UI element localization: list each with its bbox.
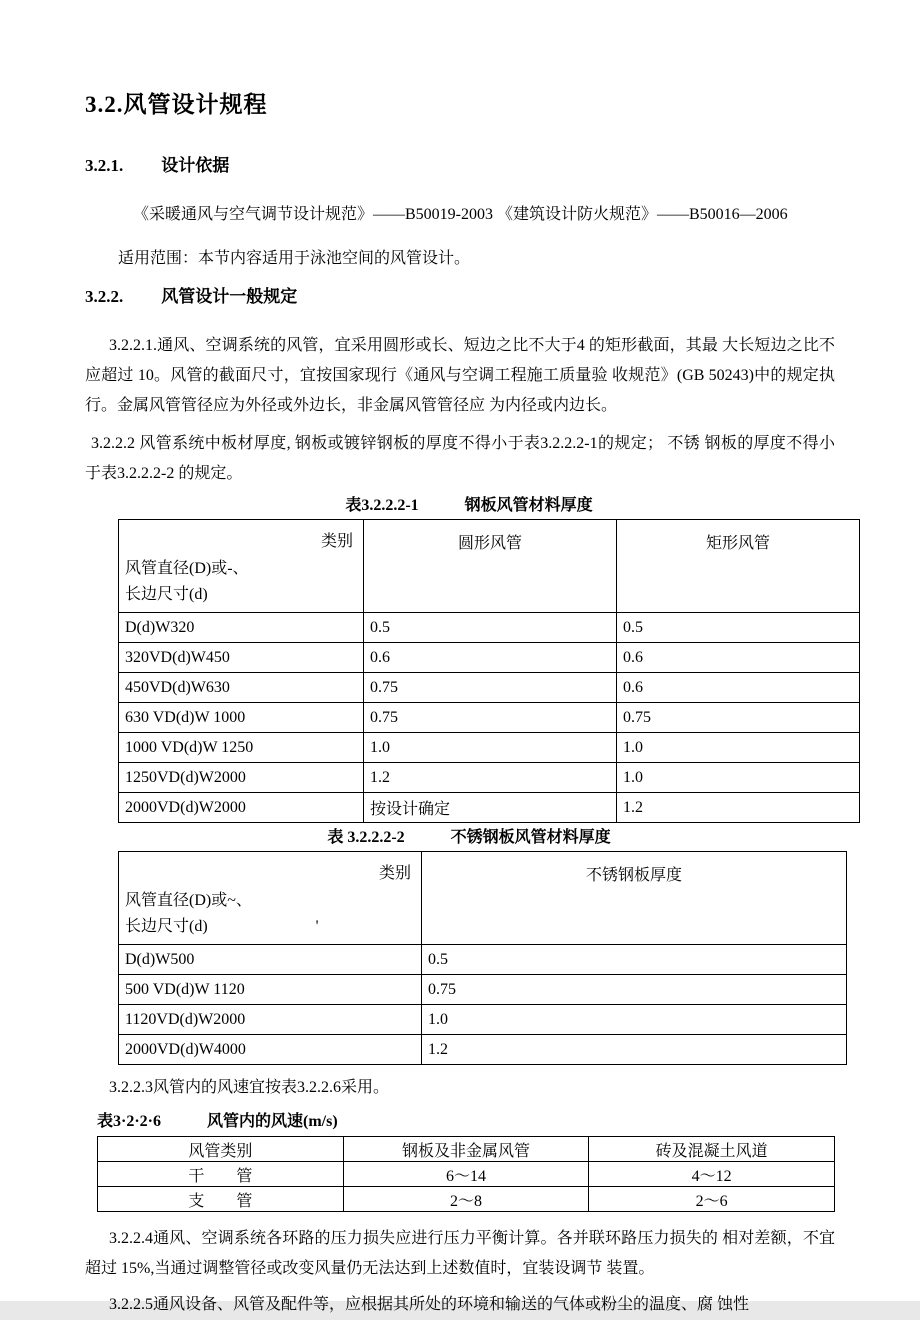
table-row (119, 673, 860, 703)
table3-caption-title: 风管内的风速(m/s) (207, 1113, 338, 1130)
cell-range: 500 VD(d)W 1120 (119, 975, 422, 1005)
cell-thickness: 0.75 (422, 975, 847, 1005)
cell-round: 0.6 (364, 643, 617, 673)
cell-rect: 0.6 (617, 643, 860, 673)
heading-3-2-2 (85, 282, 835, 307)
heading-label: 设计依据 (161, 156, 230, 175)
table-header-row (119, 520, 860, 613)
table-row (119, 975, 847, 1005)
stray-apostrophe: ' (315, 918, 319, 935)
cell-rect: 0.5 (617, 613, 860, 643)
cell-range: 1120VD(d)W2000 (119, 1005, 422, 1035)
paragraph-3-2-2-3: 3.2.2.3风管内的风速宜按表3.2.2.6采用。 (109, 1079, 390, 1096)
cell-range: 2000VD(d)W2000 (119, 793, 364, 823)
paragraph-references: 《采暖通风与空气调节设计规范》——B50019-2003 《建筑设计防火规范》——B50016—2006 (133, 206, 788, 223)
cell-round: 0.75 (364, 673, 617, 703)
cell-velocity: 4～12 (589, 1162, 835, 1187)
table-row (119, 763, 860, 793)
table2-caption (118, 827, 820, 849)
header-brick-concrete: 砖及混凝土风道 (589, 1137, 835, 1162)
table-header-row (98, 1137, 835, 1162)
cell-range: 2000VD(d)W4000 (119, 1035, 422, 1065)
air-velocity-table (97, 1136, 835, 1212)
heading-label: 风管设计一般规定 (161, 287, 298, 306)
cell-rect: 0.6 (617, 673, 860, 703)
cell-thickness: 0.5 (422, 945, 847, 975)
cell-range: 1000 VD(d)W 1250 (119, 733, 364, 763)
table1-caption-label: 表3.2.2.2-1 (345, 497, 419, 514)
table-row (119, 643, 860, 673)
table-row (119, 945, 847, 975)
paragraph-3-2-2-2: 3.2.2.2 风管系统中板材厚度, 钢板或镀锌钢板的厚度不得小于表3.2.2.2-1的规定； 不锈 钢板的厚度不得小于表3.2.2.2-2 的规定。 (85, 435, 835, 482)
table-header-row (119, 852, 847, 945)
table3-caption-label: 表3·2·2·6 (97, 1113, 162, 1130)
corner-category-label: 类别 (378, 865, 411, 882)
cell-velocity: 6～14 (343, 1162, 589, 1187)
table-row (119, 1035, 847, 1065)
table3-caption (97, 1111, 835, 1133)
paragraph-3-2-2-1: 3.2.2.1.通风、空调系统的风管，宜采用圆形或长、短边之比不大于4 的矩形截面，其最 大长短边之比不应超过 10。风管的截面尺寸，宜按国家现行《通风与空调工程施工质量验 收规范》(GB 50243)中的规定执行。金属风管管径应为外径或外边长，非金属风管管径应 为内径或内边长。 (85, 337, 835, 414)
cell-duct-type: 干 管 (98, 1162, 344, 1187)
header-corner-cell (119, 520, 364, 613)
corner-line2: 长边尺寸(d) (125, 918, 208, 935)
cell-rect: 1.0 (617, 733, 860, 763)
cell-round: 1.2 (364, 763, 617, 793)
table-row (98, 1187, 835, 1212)
table-row (119, 613, 860, 643)
cell-rect: 1.0 (617, 763, 860, 793)
header-duct-type: 风管类别 (98, 1137, 344, 1162)
stainless-duct-thickness-table (118, 851, 847, 1065)
table1-caption-title: 钢板风管材料厚度 (464, 497, 593, 514)
heading-3-2-1 (85, 151, 835, 176)
table-row (119, 793, 860, 823)
corner-category-label: 类别 (320, 533, 353, 550)
cell-range: D(d)W500 (119, 945, 422, 975)
table2-caption-title: 不锈钢板风管材料厚度 (450, 829, 611, 846)
corner-diameter-label (125, 888, 415, 944)
cell-round: 按设计确定 (364, 793, 617, 823)
header-round-duct: 圆形风管 (364, 520, 617, 613)
heading-number: 3.2.2. (85, 287, 124, 306)
cell-rect: 1.2 (617, 793, 860, 823)
table1-caption (118, 495, 820, 517)
corner-line1: 风管直径(D)或~、 (125, 892, 252, 909)
cell-range: D(d)W320 (119, 613, 364, 643)
cell-round: 0.5 (364, 613, 617, 643)
table-row (119, 703, 860, 733)
table-row (98, 1162, 835, 1187)
cell-round: 1.0 (364, 733, 617, 763)
steel-duct-thickness-table (118, 519, 860, 823)
cell-velocity: 2～8 (343, 1187, 589, 1212)
paragraph-scope: 适用范围：本节内容适用于泳池空间的风管设计。 (118, 250, 471, 267)
table2-caption-label: 表 3.2.2.2-2 (327, 829, 405, 846)
paragraph-3-2-2-4: 3.2.2.4通风、空调系统各环路的压力损失应进行压力平衡计算。各并联环路压力损失的 相对差额，不宜超过 15%,当通过调整管径或改变风量仍无法达到上述数值时，宜装设调节 装置。 (85, 1230, 835, 1277)
table-row (119, 1005, 847, 1035)
doc-title: 3.2.风管设计规程 (85, 92, 268, 117)
cell-duct-type: 支 管 (98, 1187, 344, 1212)
cell-thickness: 1.0 (422, 1005, 847, 1035)
cell-rect: 0.75 (617, 703, 860, 733)
header-steel-nonmetal: 钢板及非金属风管 (343, 1137, 589, 1162)
cell-range: 1250VD(d)W2000 (119, 763, 364, 793)
cell-velocity: 2～6 (589, 1187, 835, 1212)
header-rect-duct: 矩形风管 (617, 520, 860, 613)
heading-number: 3.2.1. (85, 156, 124, 175)
cell-range: 450VD(d)W630 (119, 673, 364, 703)
header-corner-cell (119, 852, 422, 945)
header-stainless-thickness: 不锈钢板厚度 (422, 852, 847, 945)
cell-round: 0.75 (364, 703, 617, 733)
corner-line1: 风管直径(D)或-、 (125, 560, 249, 577)
corner-diameter-label (125, 556, 357, 612)
cell-thickness: 1.2 (422, 1035, 847, 1065)
cell-range: 320VD(d)W450 (119, 643, 364, 673)
corner-line2: 长边尺寸(d) (125, 586, 208, 603)
paragraph-3-2-2-5: 3.2.2.5通风设备、风管及配件等，应根据其所处的环境和输送的气体或粉尘的温度、腐 蚀性 (109, 1296, 750, 1313)
table-row (119, 733, 860, 763)
cell-range: 630 VD(d)W 1000 (119, 703, 364, 733)
